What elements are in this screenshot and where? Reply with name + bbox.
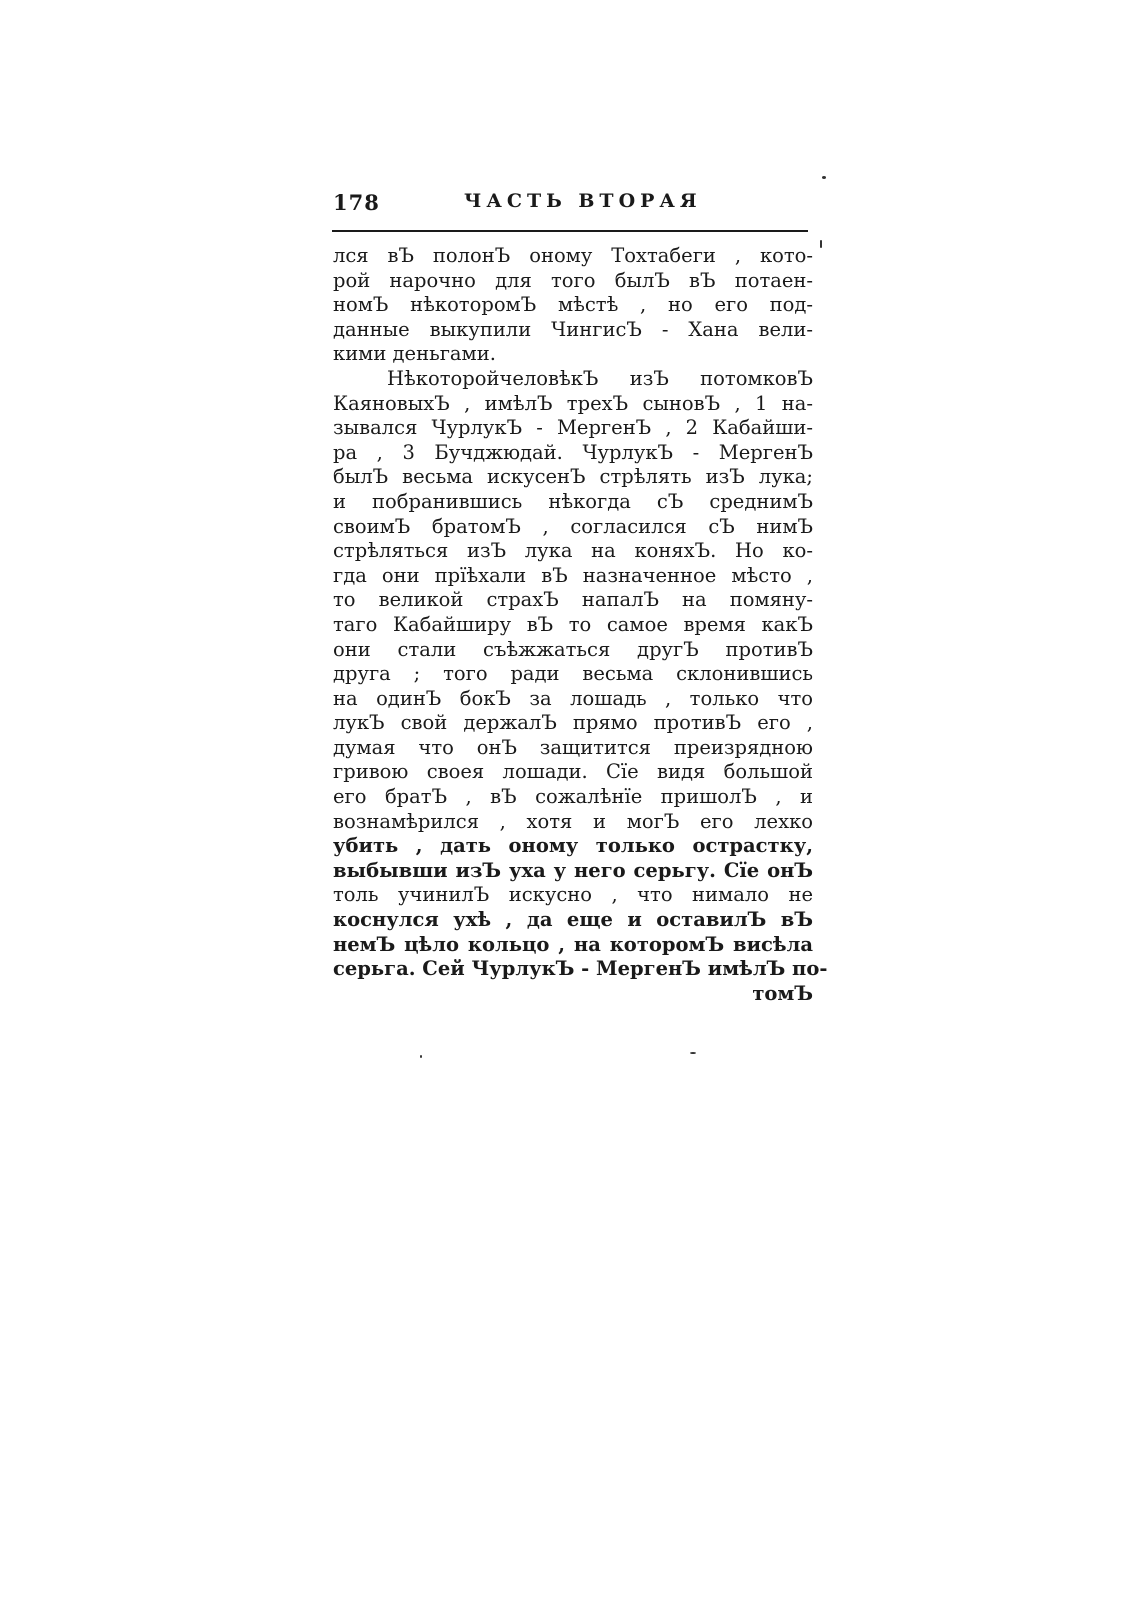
text-line: кими деньгами.: [333, 342, 496, 366]
text-line: стрѣляться изЪ лука на коняхЪ. Но ко-: [333, 539, 813, 563]
text-line: гда они прїѣхали вЪ назначенное мѣсто ,: [333, 563, 813, 587]
text-line: былЪ весьма искусенЪ стрѣлять изЪ лука;: [333, 465, 813, 489]
text-line: вознамѣрился , хотя и могЪ его лехко: [333, 809, 813, 833]
text-line: они стали съѣжжаться другЪ противЪ: [333, 637, 813, 661]
text-line: серьга. Сей ЧурлукЪ - МергенЪ имѣлЪ по-: [333, 957, 828, 981]
running-header: ЧАСТЬ ВТОРАЯ: [464, 190, 702, 212]
text-line: зывался ЧурлукЪ - МергенЪ , 2 Кабайши-: [333, 416, 813, 440]
ink-speck: [822, 176, 826, 179]
text-line: номЪ нѣкоторомЪ мѣстѣ , но его под-: [333, 293, 813, 317]
text-line: и побранившись нѣкогда сЪ среднимЪ: [333, 489, 813, 513]
page-number: 178: [333, 190, 380, 215]
text-line: КаяновыхЪ , имѣлЪ трехЪ сыновЪ , 1 на-: [333, 391, 813, 415]
text-line: гривою своея лошади. Сїе видя большой: [333, 760, 813, 784]
text-line: рой нарочно для того былЪ вЪ потаен-: [333, 268, 813, 292]
text-line: НѣкоторойчеловѣкЪ изЪ потомковЪ: [387, 366, 813, 390]
text-line: его братЪ , вЪ сожалѣнїе пришолЪ , и: [333, 785, 813, 809]
ink-speck: [420, 1055, 422, 1058]
text-line: думая что онЪ защитится преизрядною: [333, 735, 813, 759]
text-line: таго Кабайширу вЪ то самое время какЪ: [333, 612, 813, 636]
text-line: лукЪ свой держалЪ прямо противЪ его ,: [333, 711, 813, 735]
text-line: немЪ цѣло кольцо , на которомЪ висѣла: [333, 932, 813, 956]
text-line: коснулся ухѣ , да еще и оставилЪ вЪ: [333, 908, 813, 932]
text-line: лся вЪ полонЪ оному Тохтабеги , кото-: [333, 244, 813, 267]
text-line: друга ; того ради весьма склонившись: [333, 662, 813, 686]
body-text: [333, 244, 828, 1006]
text-line: толь учинилЪ искусно , что нимало не: [333, 883, 813, 907]
ink-speck: [690, 1052, 696, 1054]
text-line: убить , дать оному только острастку,: [333, 834, 813, 858]
text-line: своимЪ братомЪ , согласился сЪ нимЪ: [333, 514, 813, 538]
text-line: то великой страхЪ напалЪ на помяну-: [333, 588, 813, 612]
text-line: выбывши изЪ уха у него серьгу. Сїе онЪ: [333, 858, 813, 882]
ink-speck: [820, 240, 822, 248]
text-line: на одинЪ бокЪ за лошадь , только что: [333, 686, 813, 710]
text-line: данные выкупили ЧингисЪ - Хана вели-: [333, 317, 813, 341]
header-rule: [332, 230, 808, 232]
text-line: ра , 3 Бучджюдай. ЧурлукЪ - МергенЪ: [333, 440, 813, 464]
catchword: томЪ: [752, 981, 813, 1005]
